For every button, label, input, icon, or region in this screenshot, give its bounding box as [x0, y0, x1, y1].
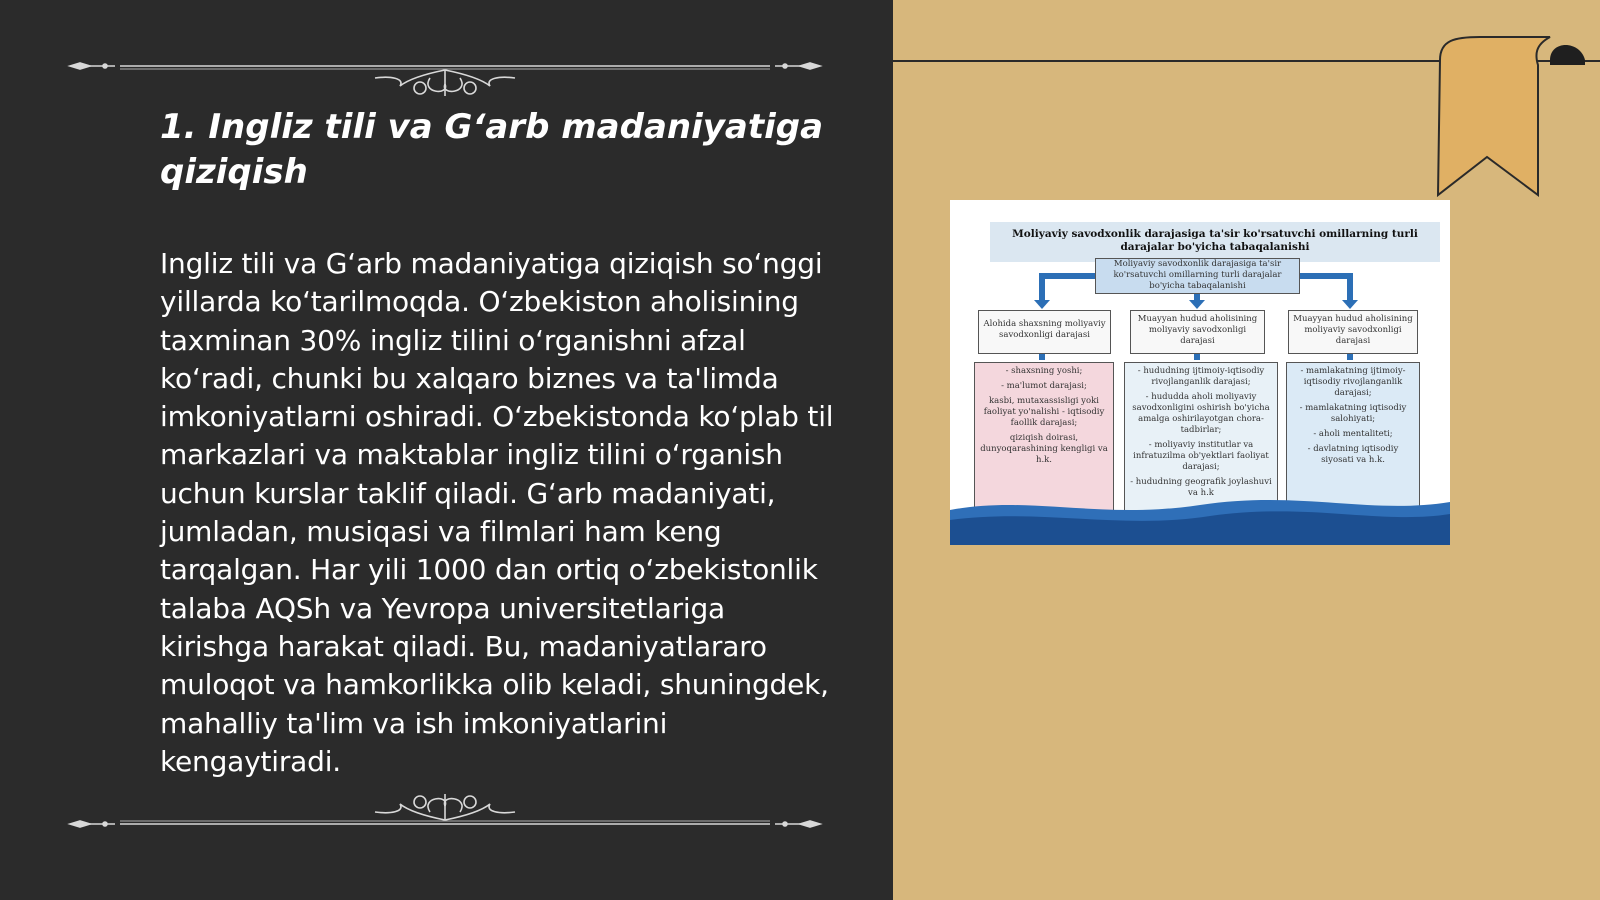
- diagram-item: - mamlakatning iqtisodiy salohiyati;: [1299, 403, 1407, 424]
- diagram-item: - shaxsning yoshi;: [1005, 366, 1083, 376]
- bookmark-icon: [1430, 35, 1590, 200]
- ornament-top-icon: [60, 48, 830, 98]
- diagram-title: Moliyaviy savodxonlik darajasiga ta'sir ko'rsatuvchi omillarning turli darajalar bo'yicha tabaqalanishi: [990, 222, 1440, 262]
- ornament-bottom-icon: [60, 780, 830, 830]
- slide-title: 1. Ingliz tili va G‘arb madaniyatiga qiziqish: [160, 107, 824, 192]
- diagram-mid-box-1: Alohida shaxsning moliyaviy savodxonligi darajasi: [978, 310, 1111, 354]
- diagram-wave: [950, 490, 1450, 545]
- diagram-item: kasbi, mutaxassisligi yoki faoliyat yo'nalishi - iqtisodiy faollik darajasi;: [983, 396, 1105, 428]
- diagram-item: - mamlakatning ijtimoiy-iqtisodiy rivojlanganlik darajasi;: [1300, 366, 1406, 398]
- diagram-item: - hududning ijtimoiy-iqtisodiy rivojlanganlik darajasi;: [1137, 366, 1265, 387]
- slide-body-text: Ingliz tili va G‘arb madaniyatiga qiziqish so‘nggi yillarda ko‘tarilmoqda. O‘zbekiston aholisining taxminan 30% ingliz tilini o‘rganishni afzal ko‘radi, chunki bu xalqaro biznes va ta'limda imkoniyatlarni oshiradi. O‘zbekistonda ko‘plab til markazlari va maktablar ingliz tilini o‘rganish uchun kurslar taklif qiladi. G‘arb madaniyati, jumladan, musiqasi va filmlari ham keng tarqalgan. Har yili 1000 dan ortiq o‘zbekistonlik talaba AQSh va Yevropa universitetlariga kirishga harakat qiladi. Bu, madaniyatlararo muloqot va hamkorlikka olib keladi, shuningdek, mahalliy ta'lim va ish imkoniyatlarini kengaytiradi.: [160, 247, 834, 778]
- diagram-mid-box-3: Muayyan hudud aholisining moliyaviy savodxonligi darajasi: [1288, 310, 1418, 354]
- diagram-mid-box-2: Muayyan hudud aholisining moliyaviy savodxonligi darajasi: [1130, 310, 1265, 354]
- diagram-item: - moliyaviy institutlar va infratuzilma ob'yektlari faoliyat darajasi;: [1133, 440, 1269, 472]
- diagram-top-box: Moliyaviy savodxonlik darajasiga ta'sir ko'rsatuvchi omillarning turli darajalar bo'yicha tabaqalanishi: [1095, 258, 1300, 294]
- diagram-item: - davlatning iqtisodiy siyosati va h.k.: [1307, 444, 1399, 465]
- diagram-image: [950, 200, 1450, 545]
- diagram-item: - ma'lumot darajasi;: [1001, 381, 1087, 391]
- diagram-item: qiziqish doirasi, dunyoqarashining kengligi va h.k.: [980, 433, 1108, 465]
- diagram-item: - hududda aholi moliyaviy savodxonligini oshirish bo'yicha amalga oshirilayotgan chora-tadbirlar;: [1132, 392, 1270, 435]
- diagram-item: - aholi mentaliteti;: [1313, 429, 1393, 439]
- diagram-item: - hududning geografik joylashuvi va h.k: [1130, 477, 1272, 498]
